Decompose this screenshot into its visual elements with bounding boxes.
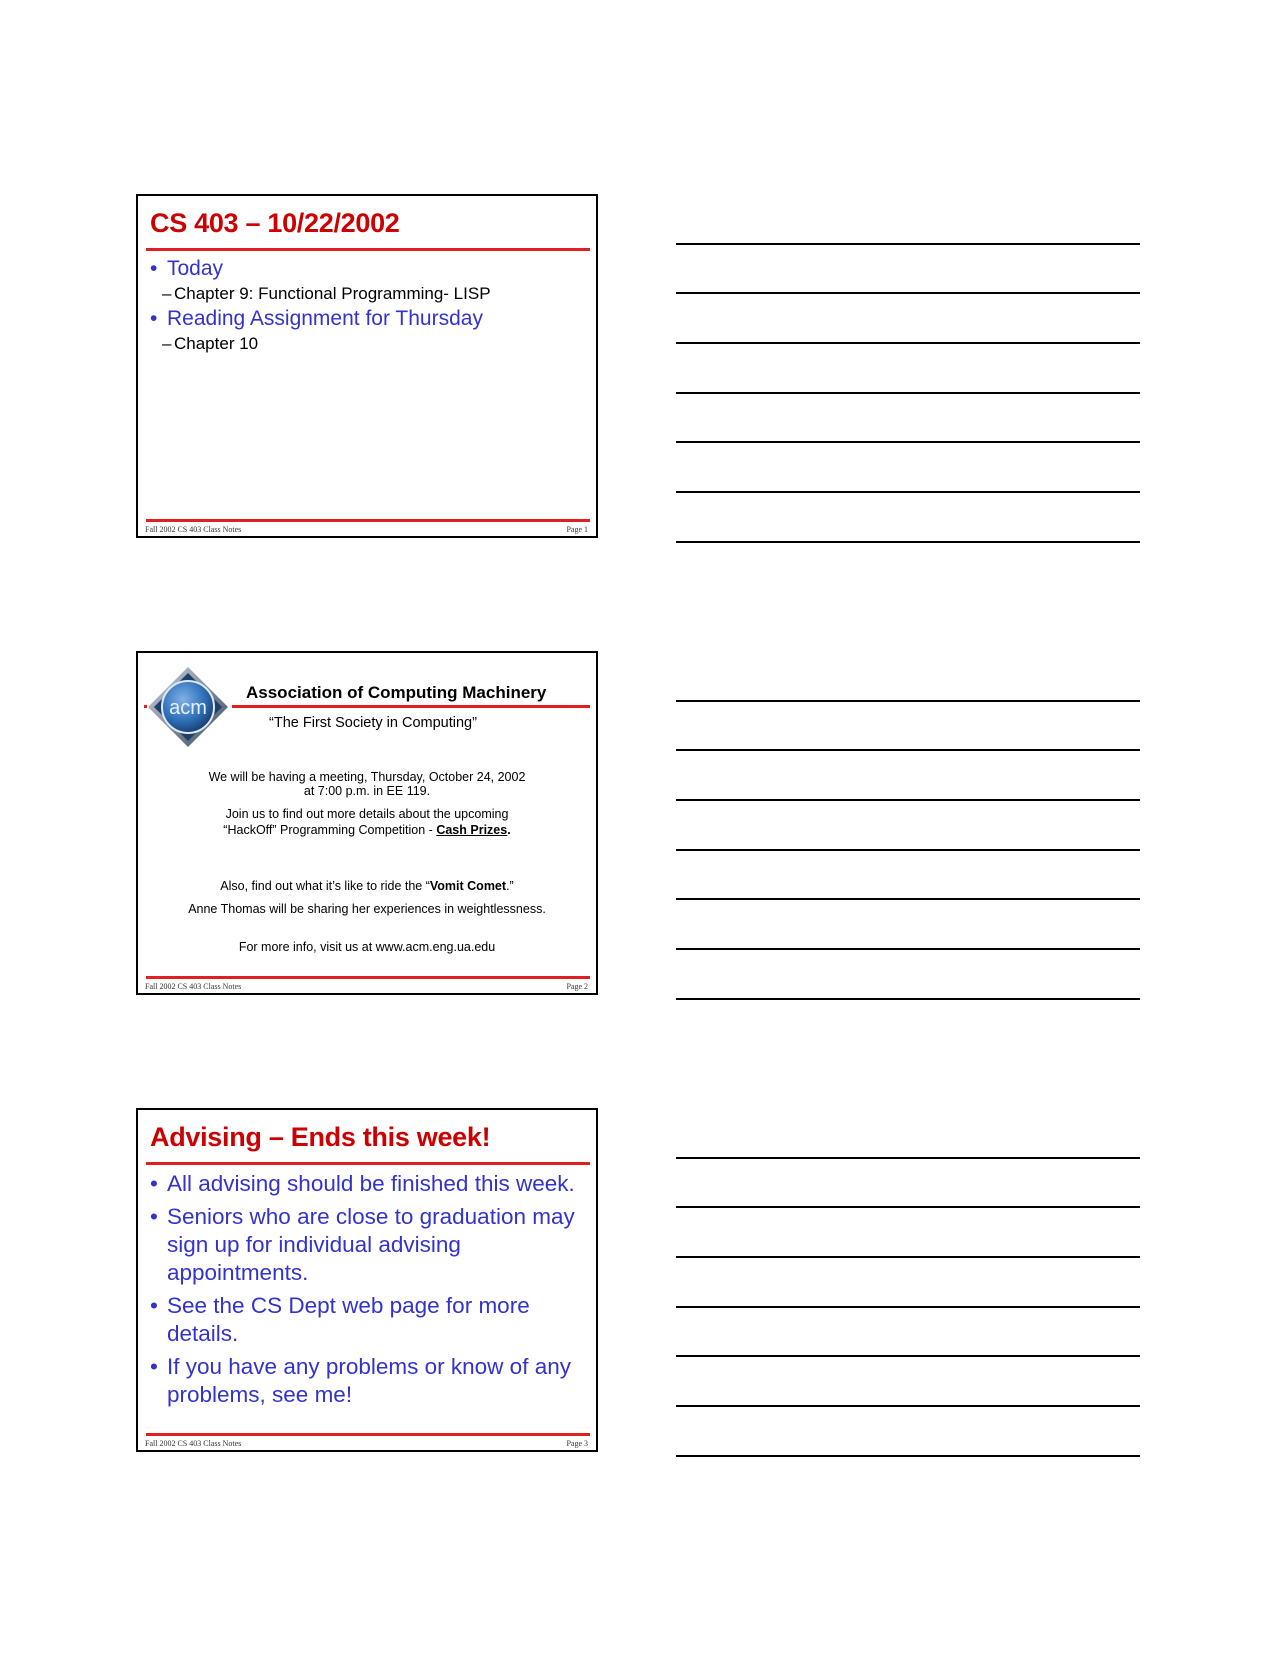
acm-tagline: “The First Society in Computing”: [269, 715, 477, 731]
bullet-item: [150, 1292, 588, 1348]
join-line-1: Join us to find out more details about the upcoming: [225, 807, 509, 821]
bullet-list: [150, 256, 588, 356]
page-number: Page 3: [566, 1439, 588, 1448]
bullet-item: [150, 1170, 588, 1198]
note-line: [676, 749, 1140, 751]
bullet-dot-icon: •: [150, 1171, 158, 1196]
footer-divider: [146, 519, 590, 522]
svg-text:acm: acm: [169, 697, 207, 719]
join-line-2-text: “HackOff” Programming Competition -: [223, 823, 437, 837]
meeting-line-2: at 7:00 p.m. in EE 119.: [303, 784, 431, 798]
info-line: For more info, visit us at www.acm.eng.ua.edu: [238, 940, 496, 954]
bullet-dot-icon: •: [150, 1204, 158, 1229]
bullet-dot-icon: •: [150, 307, 158, 330]
note-line: [676, 1256, 1140, 1258]
page-number: Page 2: [566, 982, 588, 991]
join-line-2-end: .: [507, 823, 511, 837]
note-line: [676, 799, 1140, 801]
bullet-item: [150, 306, 588, 331]
note-line: [676, 998, 1140, 1000]
note-line: [676, 898, 1140, 900]
cash-prizes: Cash Prizes: [436, 823, 508, 837]
join-line-2: [138, 823, 596, 838]
note-line: [676, 1405, 1140, 1407]
title-divider: [146, 1162, 590, 1165]
footer-divider: [146, 1433, 590, 1436]
bullet-item: [150, 1203, 588, 1287]
bullet-text: If you have any problems or know of any problems, see me!: [167, 1354, 571, 1407]
note-line: [676, 849, 1140, 851]
note-line: [676, 392, 1140, 394]
note-line: [676, 243, 1140, 245]
note-line: [676, 1157, 1140, 1159]
bullet-text: Seniors who are close to graduation may sign up for individual advising appointments.: [167, 1204, 575, 1285]
comet-text: Also, find out what it’s like to ride the “: [220, 879, 430, 893]
bullet-text: Reading Assignment for Thursday: [167, 307, 483, 330]
sub-bullet-text: Chapter 9: Functional Programming- LISP: [174, 284, 491, 303]
bullet-list: [150, 1170, 588, 1414]
comet-end: .”: [506, 879, 514, 893]
page-number: Page 1: [566, 525, 588, 534]
note-line: [676, 342, 1140, 344]
note-line: [676, 292, 1140, 294]
sub-bullet-text: Chapter 10: [174, 334, 259, 353]
meeting-line-1: We will be having a meeting, Thursday, October 24, 2002: [208, 770, 526, 784]
sub-bullet-item: [150, 281, 588, 306]
bullet-item: [150, 256, 588, 281]
note-line: [676, 1455, 1140, 1457]
sub-bullet-item: [150, 331, 588, 356]
footer-course: Fall 2002 CS 403 Class Notes: [145, 525, 242, 534]
note-line: [676, 441, 1140, 443]
note-line: [676, 541, 1140, 543]
vomit-comet: Vomit Comet: [429, 879, 507, 893]
note-line: [676, 700, 1140, 702]
footer-divider: [146, 976, 590, 979]
slide-2: [136, 651, 598, 995]
note-line: [676, 1206, 1140, 1208]
note-line: [676, 1306, 1140, 1308]
footer-course: Fall 2002 CS 403 Class Notes: [145, 982, 242, 991]
title-divider: [232, 705, 590, 708]
footer-course: Fall 2002 CS 403 Class Notes: [145, 1439, 242, 1448]
slide-title: CS 403 – 10/22/2002: [150, 208, 400, 238]
bullet-dot-icon: •: [150, 1354, 158, 1379]
title-divider: [146, 248, 590, 251]
bullet-text: See the CS Dept web page for more details.: [167, 1293, 530, 1346]
slide-title: Advising – Ends this week!: [150, 1122, 491, 1152]
slide-1: [136, 194, 598, 538]
note-line: [676, 491, 1140, 493]
acm-heading: Association of Computing Machinery: [246, 683, 547, 702]
rule-dot: [144, 705, 147, 708]
bullet-text: Today: [167, 257, 224, 280]
note-line: [676, 1355, 1140, 1357]
anne-line: Anne Thomas will be sharing her experiences in weightlessness.: [188, 902, 546, 916]
acm-logo-icon: [144, 663, 232, 751]
slide-3: [136, 1108, 598, 1452]
bullet-dot-icon: •: [150, 1293, 158, 1318]
note-line: [676, 948, 1140, 950]
bullet-item: [150, 1353, 588, 1409]
dash-icon: –: [162, 334, 172, 353]
dash-icon: –: [162, 284, 172, 303]
comet-line: [138, 879, 596, 894]
bullet-dot-icon: •: [150, 257, 158, 280]
bullet-text: All advising should be finished this week.: [167, 1171, 575, 1196]
